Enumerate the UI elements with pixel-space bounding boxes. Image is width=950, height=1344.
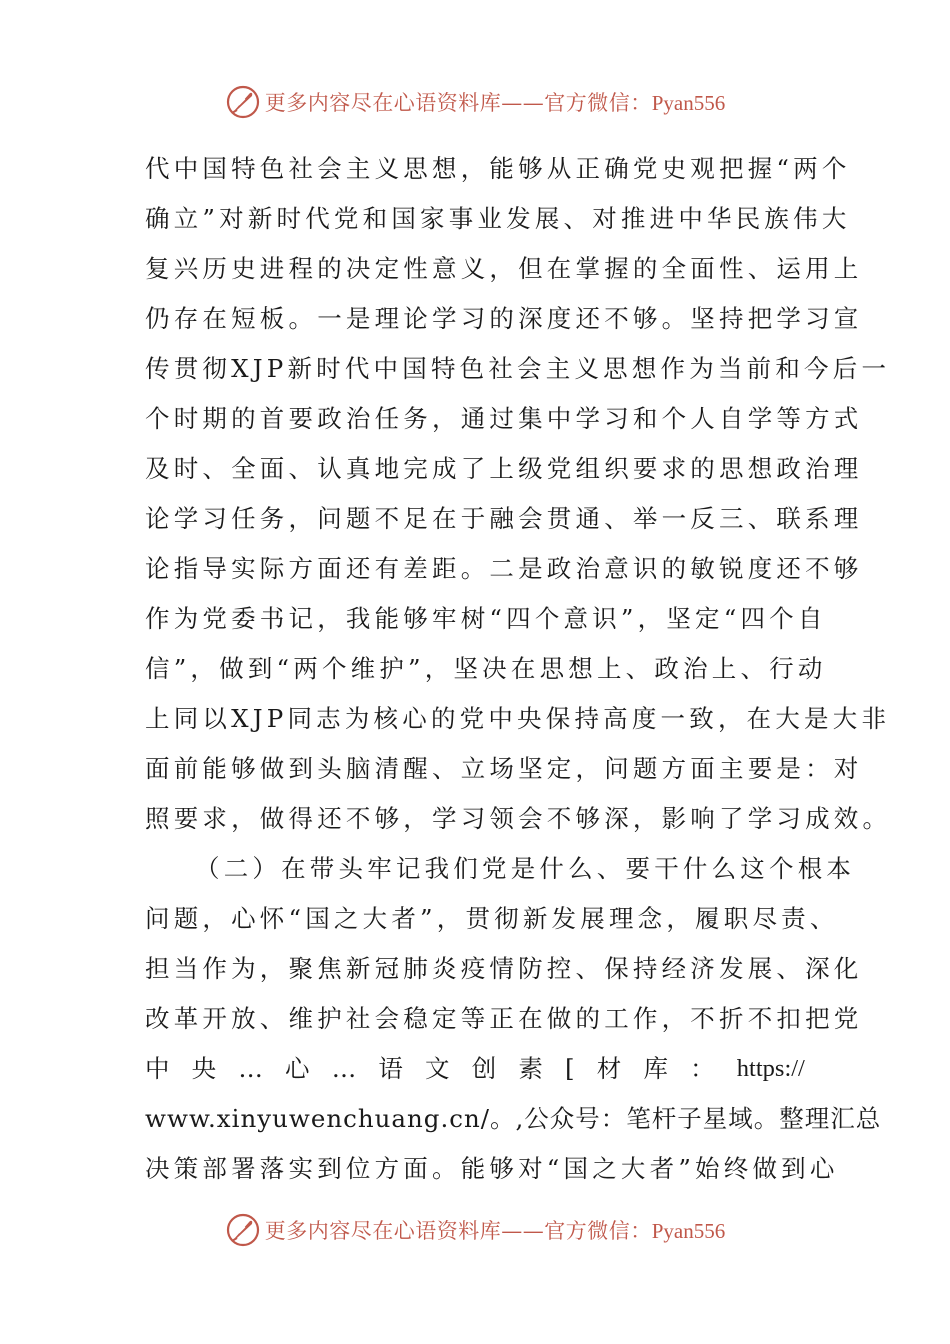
spread-token: ： bbox=[690, 1054, 715, 1083]
banner-wechat-id: Pyan556 bbox=[651, 1219, 726, 1243]
spread-token: 库 bbox=[643, 1054, 668, 1083]
spread-token: 材 bbox=[596, 1054, 622, 1083]
banner-separator: —— bbox=[501, 91, 545, 115]
footer-banner bbox=[0, 1208, 950, 1252]
header-banner bbox=[0, 80, 950, 124]
text-line: 照要求，做得还不够，学习领会不够深，影响了学习成效。 bbox=[145, 804, 892, 833]
spread-token: [ bbox=[565, 1054, 575, 1083]
banner-separator: —— bbox=[501, 1219, 545, 1243]
banner-wechat-label: 官方微信： bbox=[544, 91, 652, 115]
banner-text bbox=[265, 1215, 726, 1245]
document-body bbox=[145, 144, 892, 1194]
feather-pen-icon bbox=[225, 1212, 261, 1248]
text-line: 个时期的首要政治任务，通过集中学习和个人自学等方式 bbox=[145, 404, 863, 433]
spread-token: … bbox=[331, 1054, 357, 1083]
url-fragment: https:// bbox=[736, 1055, 805, 1082]
banner-text bbox=[265, 87, 726, 117]
spread-token: 语 bbox=[378, 1054, 403, 1083]
banner-wechat-label: 官方微信： bbox=[544, 1219, 652, 1243]
text-line: 信”，做到“两个维护”，坚决在思想上、政治上、行动 bbox=[145, 654, 827, 683]
spread-token: 创 bbox=[471, 1054, 497, 1083]
text-line: 传贯彻XJP新时代中国特色社会主义思想作为当前和今后一 bbox=[145, 354, 891, 383]
text-line: 担当作为，聚焦新冠肺炎疫情防控、保持经济发展、深化 bbox=[145, 954, 863, 983]
text-line: 仍存在短板。一是理论学习的深度还不够。坚持把学习宣 bbox=[145, 304, 863, 333]
text-line: 面前能够做到头脑清醒、立场坚定，问题方面主要是：对 bbox=[145, 754, 863, 783]
text-line: 论学习任务，问题不足在于融会贯通、举一反三、联系理 bbox=[145, 504, 863, 533]
spread-token: 心 bbox=[285, 1054, 310, 1083]
url-text-line: www.xinyuwenchuang.cn/。,公众号：笔杆子星域。整理汇总 bbox=[145, 1104, 882, 1133]
spread-token: 素 bbox=[518, 1054, 543, 1083]
paragraph-2-first-line: （二）在带头牢记我们党是什么、要干什么这个根本 bbox=[195, 854, 856, 883]
banner-brand: 更多内容尽在心语资料库 bbox=[264, 91, 502, 115]
spread-token: 央 bbox=[191, 1054, 217, 1083]
spread-token: 中 bbox=[145, 1054, 170, 1083]
text-line: 作为党委书记，我能够牢树“四个意识”，坚定“四个自 bbox=[145, 604, 827, 633]
text-line: 论指导实际方面还有差距。二是政治意识的敏锐度还不够 bbox=[145, 554, 863, 583]
text-line: 改革开放、维护社会稳定等正在做的工作，不折不扣把党 bbox=[145, 1004, 863, 1033]
text-line: 及时、全面、认真地完成了上级党组织要求的思想政治理 bbox=[145, 454, 863, 483]
spread-text-line bbox=[145, 1044, 805, 1094]
text-line: 代中国特色社会主义思想，能够从正确党史观把握“两个 bbox=[145, 154, 851, 183]
text-line: 上同以XJP同志为核心的党中央保持高度一致，在大是大非 bbox=[145, 704, 891, 733]
text-line: 复兴历史进程的决定性意义，但在掌握的全面性、运用上 bbox=[145, 254, 863, 283]
text-line: 决策部署落实到位方面。能够对“国之大者”始终做到心 bbox=[145, 1154, 839, 1183]
text-line: 问题，心怀“国之大者”，贯彻新发展理念，履职尽责、 bbox=[145, 904, 839, 933]
feather-pen-icon bbox=[225, 84, 261, 120]
text-line: 确立”对新时代党和国家事业发展、对推进中华民族伟大 bbox=[145, 204, 851, 233]
banner-wechat-id: Pyan556 bbox=[651, 91, 726, 115]
spread-token: 文 bbox=[425, 1054, 450, 1083]
banner-brand: 更多内容尽在心语资料库 bbox=[264, 1219, 502, 1243]
spread-token: … bbox=[238, 1054, 263, 1083]
